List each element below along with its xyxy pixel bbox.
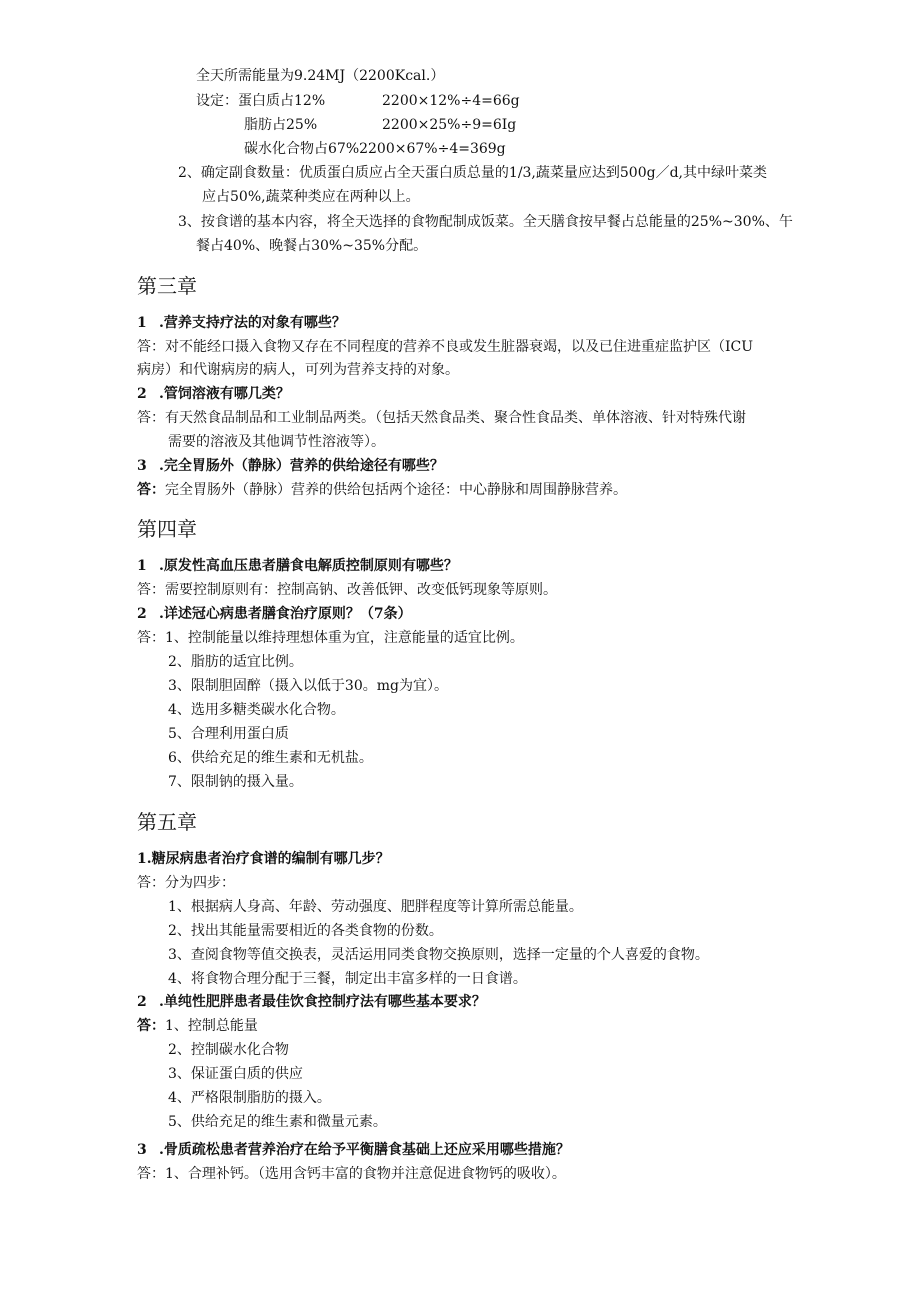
question-number: 2: [137, 994, 147, 1010]
ch3-question-2: [137, 384, 290, 404]
answer-prefix: 答：: [137, 1018, 165, 1034]
question-number: 3: [137, 458, 147, 474]
fat-label: 脂肪占25%: [244, 117, 318, 133]
ch4-question-1: [137, 556, 458, 576]
question-text: .骨质疏松患者营养治疗在给予平衡膳食基础上还应采用哪些措施？: [159, 1142, 570, 1158]
question-text: .完全胃肠外（静脉）营养的供给途径有哪些？: [159, 458, 444, 474]
chapter-3-heading: 第三章: [137, 274, 197, 298]
ch5-question-2: [137, 992, 486, 1012]
ch5-answer-2-item-3: 3、保证蛋白质的供应: [168, 1066, 303, 1082]
item3-line2: 餐占40%、晚餐占30%~35%分配。: [196, 238, 428, 254]
item2-line2: 应占50%,蔬菜种类应在两种以上。: [202, 189, 420, 205]
ch4-answer-2-item-2: 2、脂肪的适宜比例。: [168, 654, 303, 670]
ch5-question-1: 1.糖尿病患者治疗食谱的编制有哪几步？: [137, 851, 390, 867]
protein-label: 设定：蛋白质占12%: [196, 93, 326, 109]
ch4-answer-2-item-5: 5、合理利用蛋白质: [168, 726, 289, 742]
ch3-question-1: [137, 313, 346, 333]
ch4-answer-2-item-7: 7、限制钠的摄入量。: [168, 774, 303, 790]
ch3-question-3: [137, 456, 444, 476]
ch5-answer-2-item-5: 5、供给充足的维生素和微量元素。: [168, 1114, 387, 1130]
ch5-answer-2-item-4: 4、严格限制脂肪的摄入。: [168, 1090, 331, 1106]
ch4-answer-2-item-6: 6、供给充足的维生素和无机盐。: [168, 750, 373, 766]
ch5-answer-3: 答：1、合理补钙。（选用含钙丰富的食物并注意促进食物钙的吸收）。: [137, 1166, 566, 1182]
ch3-answer-2-line2: 需要的溶液及其他调节性溶液等）。: [168, 434, 385, 450]
ch5-answer-1-item-3: 3、查阅食物等值交换表，灵活运用同类食物交换原则，选择一定量的个人喜爱的食物。: [168, 947, 709, 963]
ch5-answer-2-item-1: [137, 1016, 258, 1036]
ch3-answer-1-line1: 答：对不能经口摄入食物又存在不同程度的营养不良或发生脏器衰竭，以及已住进重症监护区（ICU: [137, 339, 754, 355]
answer-text: 完全胃肠外（静脉）营养的供给包括两个途径：中心静脉和周围静脉营养。: [165, 482, 627, 498]
ch3-answer-3: [137, 480, 627, 500]
question-number: 2: [137, 386, 147, 402]
question-text: .管饲溶液有哪几类？: [159, 386, 290, 402]
carb-line: 碳水化合物占67%2200×67%÷4=369g: [244, 141, 506, 157]
ch3-answer-2-line1: 答：有天然食品制品和工业制品两类。（包括天然食品类、聚合性食品类、单体溶液、针对特殊代谢: [137, 410, 746, 426]
answer-text: 1、控制总能量: [165, 1018, 258, 1034]
ch5-answer-1-item-4: 4、将食物合理分配于三餐，制定出丰富多样的一日食谱。: [168, 971, 527, 987]
question-text: .详述冠心病患者膳食治疗原则？（7条）: [159, 606, 412, 622]
question-number: 3: [137, 1142, 147, 1158]
question-text: .营养支持疗法的对象有哪些？: [159, 315, 346, 331]
item2-line1: 2、确定副食数量：优质蛋白质应占全天蛋白质总量的1/3,蔬菜量应达到500g／d,其中绿叶菜类: [178, 165, 767, 181]
ch4-answer-1: 答：需要控制原则有：控制高钠、改善低钾、改变低钙现象等原则。: [137, 582, 557, 598]
fat-calc: 2200×25%÷9=6Ig: [382, 117, 517, 133]
ch5-question-3: [137, 1140, 570, 1160]
question-text: .原发性高血压患者膳食电解质控制原则有哪些？: [159, 558, 458, 574]
chapter-5-heading: 第五章: [137, 810, 197, 834]
question-text: .单纯性肥胖患者最佳饮食控制疗法有哪些基本要求？: [159, 994, 486, 1010]
ch4-answer-2-item-1: 答：1、控制能量以维持理想体重为宜，注意能量的适宜比例。: [137, 630, 524, 646]
chapter-4-heading: 第四章: [137, 517, 197, 541]
ch4-question-2: [137, 604, 412, 624]
ch5-answer-2-item-2: 2、控制碳水化合物: [168, 1042, 289, 1058]
energy-line: 全天所需能量为9.24MJ（2200Kcal.）: [196, 68, 445, 84]
question-number: 1: [137, 315, 147, 331]
protein-calc: 2200×12%÷4=66g: [382, 93, 520, 109]
ch5-answer-1-item-1: 1、根据病人身高、年龄、劳动强度、肥胖程度等计算所需总能量。: [168, 899, 583, 915]
ch4-answer-2-item-3: 3、限制胆固醉（摄入以低于30。mg为宜）。: [168, 678, 448, 694]
ch3-answer-1-line2: 病房）和代谢病房的病人，可列为营养支持的对象。: [137, 362, 459, 378]
ch5-answer-1-item-2: 2、找出其能量需要相近的各类食物的份数。: [168, 923, 443, 939]
question-number: 2: [137, 606, 147, 622]
question-number: 1: [137, 558, 147, 574]
item3-line1: 3、按食谱的基本内容，将全天选择的食物配制成饭菜。全天膳食按早餐占总能量的25%~30%、午: [178, 214, 793, 230]
answer-prefix: 答：: [137, 482, 165, 498]
ch4-answer-2-item-4: 4、选用多糖类碳水化合物。: [168, 702, 345, 718]
ch5-answer-1-intro: 答：分为四步：: [137, 875, 235, 891]
